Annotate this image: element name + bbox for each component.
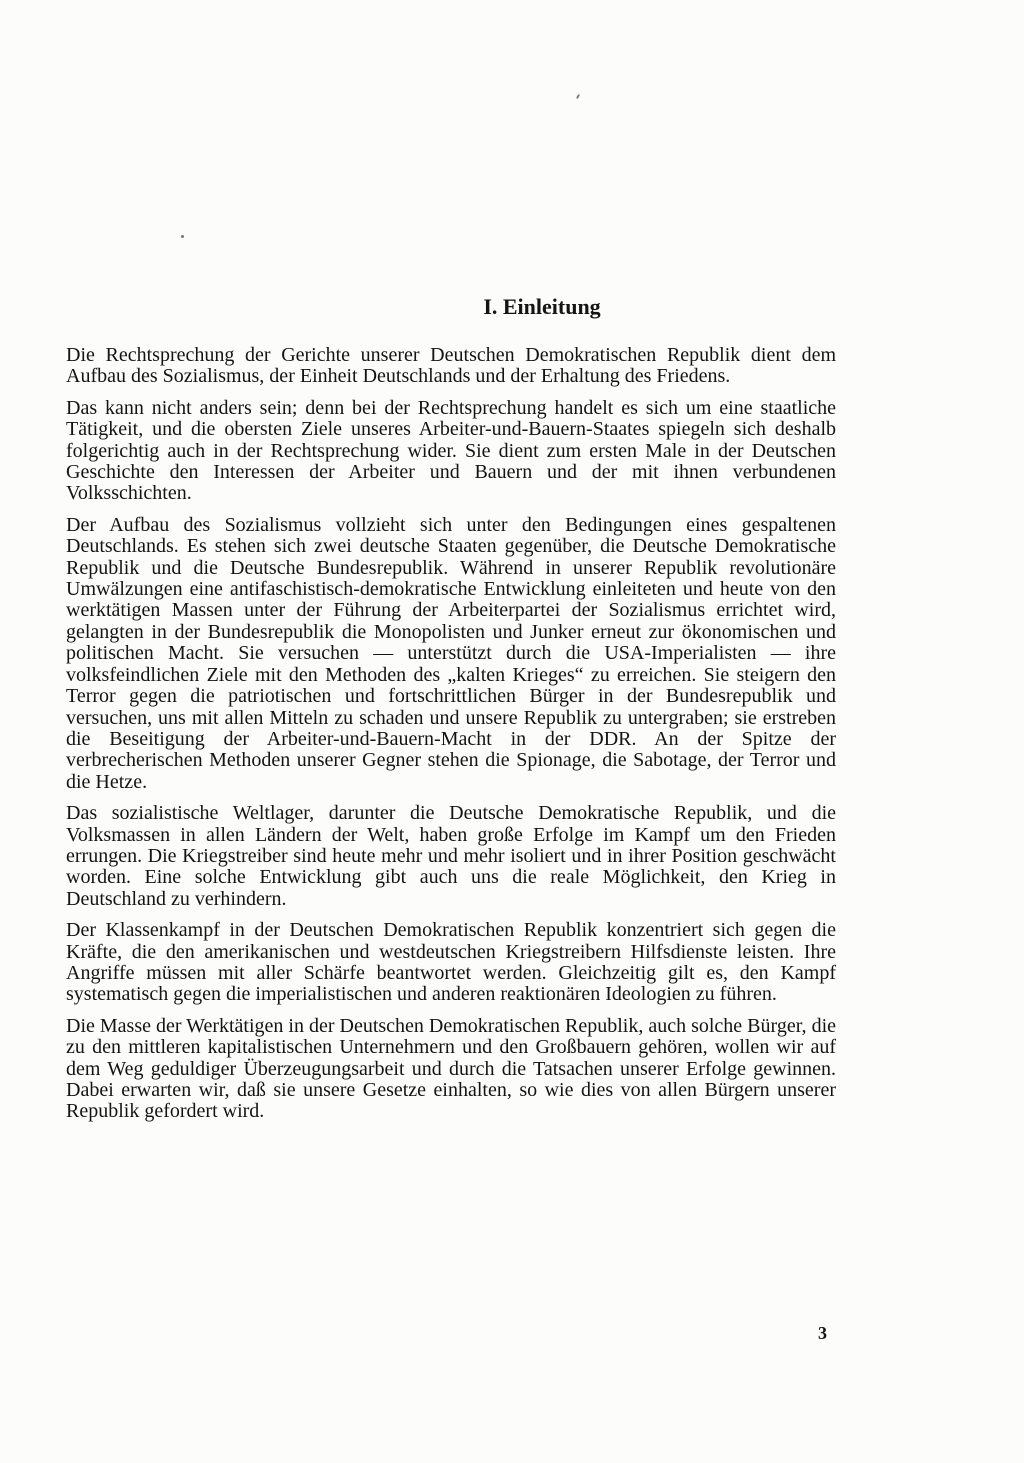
scan-speck (576, 94, 580, 99)
paragraph-3: Der Aufbau des Sozialismus vollzieht sich unter den Bedingungen eines gespaltenen Deutschlands. Es stehen sich zwei deutsche Staaten gegenüber, die Deutsche Demokratische Republik und die Deutsche Bundesrepublik. Während in unserer Republik revolutionäre Umwälzungen eine antifaschistisch-demokratische Entwicklung einleiteten und heute von den werktätigen Massen unter der Führung der Arbeiterpartei der Sozialismus errichtet wird, gelangten in der Bundesrepublik die Monopolisten und Junker erneut zur ökonomischen und politischen Macht. Sie versuchen — unterstützt durch die USA-Imperialisten — ihre volksfeindlichen Ziele mit den Methoden des „kalten Krieges“ zu erreichen. Sie steigern den Terror gegen die patriotischen und fortschrittlichen Bürger in der Bundesrepublik und versuchen, uns mit allen Mitteln zu schaden und unsere Republik zu untergraben; sie erstreben die Beseitigung der Arbeiter-und-Bauern-Macht in der DDR. An der Spitze der verbrecherischen Methoden unserer Gegner stehen die Spionage, die Sabotage, der Terror und die Hetze. (66, 513, 836, 793)
paragraph-1: Die Rechtsprechung der Gerichte unserer Deutschen Demokratischen Republik dient dem Aufbau des Sozialismus, der Einheit Deutschlands und der Erhaltung des Friedens. (66, 344, 836, 388)
chapter-heading: I. Einleitung (483, 294, 601, 319)
scan-speck (181, 235, 184, 238)
body-text (66, 345, 836, 1133)
paragraph-2: Das kann nicht anders sein; denn bei der Rechtsprechung handelt es sich um eine staatliche Tätigkeit, und die obersten Ziele unseres Arbeiter-und-Bauern-Staates spiegeln sich deshalb folgerichtig auch in der Rechtsprechung wider. Sie dient zum ersten Male in der Deutschen Geschichte den Interessen der Arbeiter und Bauern und der mit ihnen verbundenen Volksschichten. (66, 396, 836, 505)
page-number: 3 (818, 1323, 827, 1343)
paragraph-4: Das sozialistische Weltlager, darunter die Deutsche Demokratische Republik, und die Volksmassen in allen Ländern der Welt, haben große Erfolge im Kampf um den Frieden errungen. Die Kriegstreiber sind heute mehr und mehr isoliert und in ihrer Position geschwächt worden. Eine solche Entwicklung gibt auch uns die reale Möglichkeit, den Krieg in Deutschland zu verhindern. (66, 802, 836, 910)
paragraph-5: Der Klassenkampf in der Deutschen Demokratischen Republik konzentriert sich gegen die Kräfte, die den amerikanischen und westdeutschen Kriegstreibern Hilfsdienste leisten. Ihre Angriffe müssen mit aller Schärfe beantwortet werden. Gleichzeitig gilt es, den Kampf systematisch gegen die imperialistischen und anderen reaktionären Ideologien zu führen. (66, 919, 836, 1006)
paragraph-6: Die Masse der Werktätigen in der Deutschen Demokratischen Republik, auch solche Bürger, die zu den mittleren kapitalistischen Unternehmern und den Großbauern gehören, wollen wir auf dem Weg geduldiger Überzeugungsarbeit und durch die Tatsachen unserer Erfolge gewinnen. Dabei erwarten wir, daß sie unsere Gesetze einhalten, so wie dies von allen Bürgern unserer Republik gefordert wird. (66, 1014, 836, 1123)
